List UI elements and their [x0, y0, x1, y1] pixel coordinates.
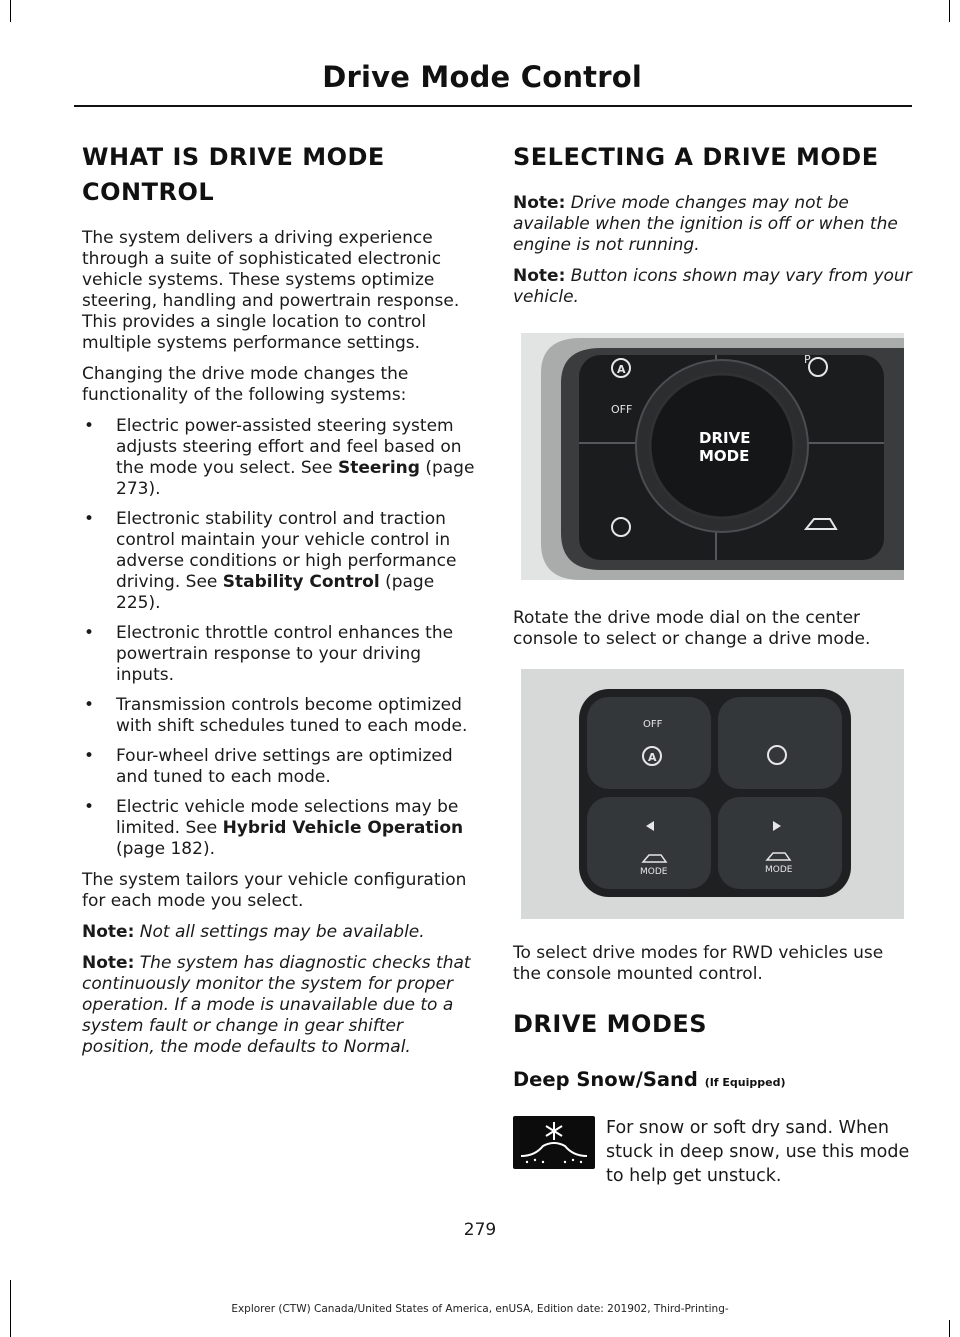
header-rule	[74, 105, 912, 107]
rwd-console-control-illustration	[521, 669, 904, 919]
page-header-title: Drive Mode Control	[322, 60, 642, 94]
changing-paragraph: Changing the drive mode changes the functionality of the following systems:	[82, 364, 409, 405]
crop-mark-top-left-v	[10, 0, 11, 22]
right-column	[513, 140, 913, 318]
section-heading-selecting: SELECTING A DRIVE MODE	[513, 143, 879, 171]
console-off-label: OFF	[643, 719, 663, 730]
intro-paragraph: The system delivers a driving experience through a suite of sophisticated electronic vehicle systems. These systems optimize steering, handling and powertrain response. This provides a single location to control multiple systems performance settings.	[82, 228, 460, 353]
note-diagnostic: Note: The system has diagnostic checks that continuously monitor the system for proper operation. If a mode is unavailable due to a system fault or change in gear shifter position, the mode defaults to Normal.	[82, 953, 471, 1057]
dial-label-line1: DRIVE	[699, 429, 751, 447]
list-item: • Electronic stability control and traction control maintain your vehicle control in adverse conditions or high performance driving. See Stability Control (page 225).	[82, 509, 478, 614]
deep-snow-description: For snow or soft dry sand. When stuck in deep snow, use this mode to help get unstuck.	[606, 1118, 910, 1186]
note-icons: Note: Button icons shown may vary from your vehicle.	[513, 266, 912, 307]
page-number: 279	[463, 1220, 497, 1240]
note-settings: Note: Not all settings may be available.	[82, 922, 425, 942]
section-heading-drive-modes: DRIVE MODES	[513, 1010, 708, 1038]
list-item: • Electronic throttle control enhances the powertrain response to your driving inputs.	[82, 623, 478, 686]
drive-mode-dial-illustration	[521, 333, 904, 580]
left-column	[82, 140, 478, 1068]
list-item: • Electric vehicle mode selections may be limited. See Hybrid Vehicle Operation (page 182).	[82, 797, 478, 860]
rotate-instruction: Rotate the drive mode dial on the center console to select or change a drive mode.	[513, 608, 871, 649]
svg-text:A: A	[648, 751, 657, 764]
tailors-paragraph: The system tailors your vehicle configuration for each mode you select.	[82, 870, 467, 911]
svg-text:A: A	[617, 363, 626, 376]
stability-control-link[interactable]: Stability Control	[222, 572, 380, 592]
dial-off-label: OFF	[611, 403, 633, 416]
dial-label-line2: MODE	[699, 447, 750, 465]
console-mode-left-label: MODE	[640, 867, 668, 877]
note-ignition: Note: Drive mode changes may not be available when the ignition is off or when the engine is not running.	[513, 193, 898, 255]
rwd-console-control-figure	[521, 669, 904, 919]
list-item: • Electric power-assisted steering system adjusts steering effort and feel based on the mode you select. See Steering (page 273).	[82, 416, 478, 500]
steering-link[interactable]: Steering	[338, 458, 420, 478]
systems-list	[82, 416, 478, 860]
dial-p-label: P	[804, 353, 811, 366]
crop-mark-top-right-v	[949, 0, 950, 22]
drive-mode-dial-figure	[521, 333, 904, 580]
section-heading-what-is: WHAT IS DRIVE MODE CONTROL	[82, 143, 385, 206]
rwd-instruction: To select drive modes for RWD vehicles use the console mounted control.	[513, 943, 884, 984]
list-item: • Transmission controls become optimized with shift schedules tuned to each mode.	[82, 695, 478, 737]
console-mode-right-label: MODE	[765, 865, 793, 875]
list-item: • Four-wheel drive settings are optimized and tuned to each mode.	[82, 746, 478, 788]
hybrid-vehicle-operation-link[interactable]: Hybrid Vehicle Operation	[222, 818, 464, 838]
deep-snow-sand-icon	[513, 1116, 595, 1169]
footer-edition-info: Explorer (CTW) Canada/United States of America, enUSA, Edition date: 201902, Third-Printing-	[231, 1303, 729, 1315]
deep-snow-heading: Deep Snow/Sand (If Equipped)	[513, 1068, 786, 1091]
crop-mark-bottom-right-v	[949, 1320, 950, 1337]
